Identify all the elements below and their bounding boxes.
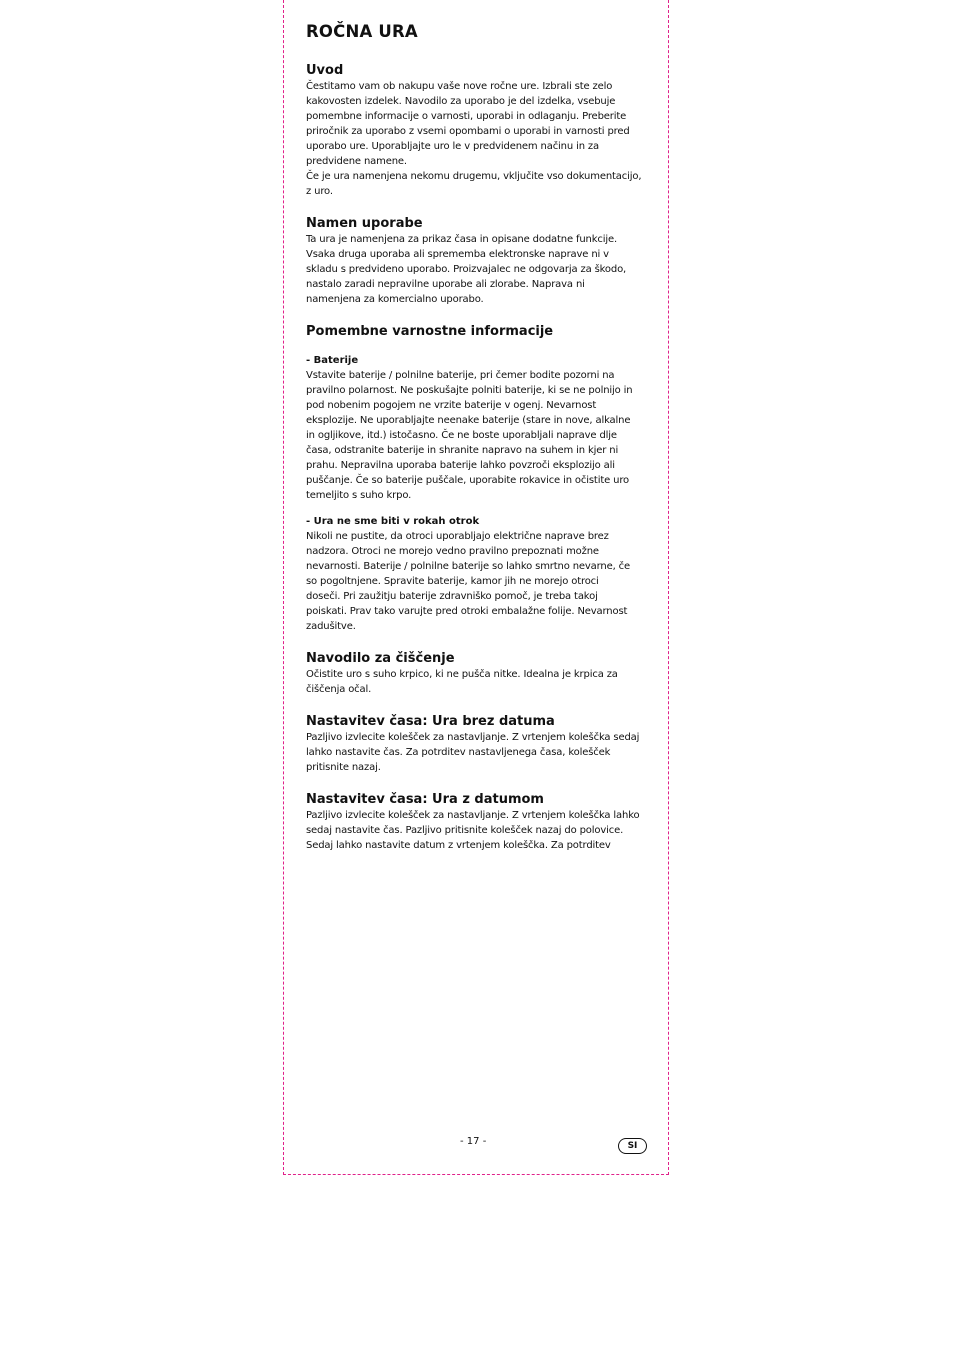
language-badge: SI (618, 1138, 647, 1154)
section-heading-uvod: Uvod (306, 63, 344, 78)
section-heading-z-datumom: Nastavitev časa: Ura z datumom (306, 792, 544, 807)
section-heading-ciscenje: Navodilo za čiščenje (306, 651, 455, 666)
section-namen (306, 216, 650, 307)
subheading-baterije: - Baterije (306, 355, 359, 366)
section-heading-brez-datuma: Nastavitev časa: Ura brez datuma (306, 714, 555, 729)
section-text-z-datumom: Pazljivo izvlecite kolešček za nastavljanje. Z vrtenjem koleščka lahko sedaj nastavite čas. Pazljivo pritisnite kolešček nazaj do polovice. Sedaj lahko nastavite datum z vrtenjem koleščka. Za potrditev (306, 810, 640, 851)
section-varnost (306, 324, 650, 634)
section-text-uvod: Čestitamo vam ob nakupu vaše nove ročne ure. Izbrali ste zelo kakovosten izdelek. Navodilo za uporabo je del izdelka, vsebuje pomembne informacije o varnosti, uporabi in odlaganju. Preberite priročnik za uporabo z vsemi opombami o uporabi in varnosti pred uporabo ure. Uporabljajte uro le v predvidenem načinu in za predvidene namene. Če je ura namenjena nekomu drugemu, vključite vso dokumentacijo, z uro. (306, 81, 642, 197)
section-text-brez-datuma: Pazljivo izvlecite kolešček za nastavljanje. Z vrtenjem koleščka sedaj lahko nastavite čas. Za potrditev nastavljenega časa, kolešček pritisnite nazaj. (306, 732, 640, 773)
page-title: ROČNA URA (306, 22, 418, 41)
section-heading-varnost: Pomembne varnostne informacije (306, 324, 554, 339)
section-heading-namen: Namen uporabe (306, 216, 423, 231)
section-text-namen: Ta ura je namenjena za prikaz časa in opisane dodatne funkcije. Vsaka druga uporaba ali sprememba elektronske naprave ni v skladu s predvideno uporabo. Proizvajalec ne odgovarja za škodo, nastalo zaradi nepravilne uporabe ali zlorabe. Naprava ni namenjena za komercialno uporabo. (306, 234, 627, 305)
section-text-ciscenje: Očistite uro s suho krpico, ki ne pušča nitke. Idealna je krpica za čiščenja očal. (306, 669, 618, 695)
section-brez-datuma (306, 714, 650, 775)
section-uvod (306, 63, 650, 199)
section-ciscenje (306, 651, 650, 697)
page-content (306, 22, 650, 853)
subheading-otroci: - Ura ne sme biti v rokah otrok (306, 516, 480, 527)
page-number: - 17 - (460, 1136, 487, 1147)
text-baterije: Vstavite baterije / polnilne baterije, pri čemer bodite pozorni na pravilno polarnost. Ne poskušajte polniti baterije, ki se ne polnijo in pod nobenim pogojem ne vrzite baterije v ogenj. Nevarnost eksplozije. Ne uporabljajte neenake baterije (stare in nove, alkalne in ogljikove, itd.) istočasno. Če ne boste uporabljali naprave dlje časa, odstranite baterije in shranite napravo na suhem in kjer ni prahu. Nepravilna uporaba baterije lahko povzroči eksplozijo ali puščanje. Če so baterije puščale, uporabite rokavice in očistite uro temeljito s suho krpo. (306, 370, 633, 501)
section-z-datumom (306, 792, 650, 853)
text-otroci: Nikoli ne pustite, da otroci uporabljajo električne naprave brez nadzora. Otroci ne morejo vedno pravilno prepoznati možne nevarnosti. Baterije / polnilne baterije so lahko smrtno nevarne, če so pogoltnjene. Spravite baterije, kamor jih ne morejo otroci doseči. Pri zaužitju baterije zdravniško pomoč, je treba takoj poiskati. Prav tako varujte pred otroki embalažne folije. Nevarnost zadušitve. (306, 531, 631, 632)
